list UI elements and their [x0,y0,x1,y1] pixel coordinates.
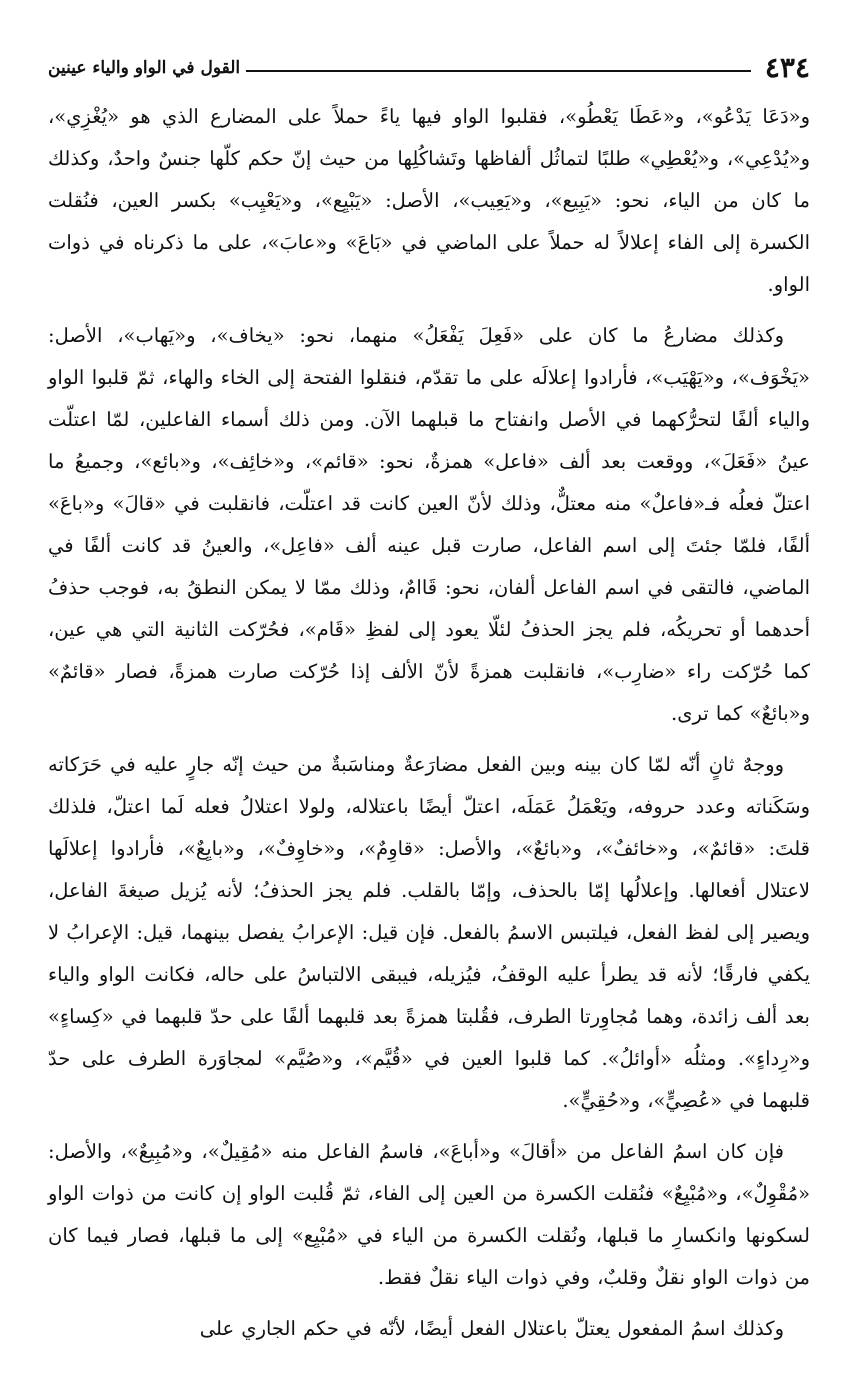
body-text [48,96,810,1350]
book-page [48,38,810,1359]
paragraph-4: فإن كان اسمُ الفاعل من «أقالَ» و«أباعَ»، فاسمُ الفاعل منه «مُقِيلٌ»، و«مُبِيعٌ»، والأصل: «مُقْوِلٌ»، و«مُبْيِعٌ» فنُقلت الكسرة من العين إلى الفاء، ثمّ قُلبت الواو إن كانت من ذوات الواو لسكونها وانكسارِ ما قبلها، ونُقلت الكسرة من الياء في «مُبْيِع» إلى ما قبلها، فصار فيما كان من ذوات الواو نقلٌ وقلبٌ، وفي ذوات الياء نقلٌ فقط. [48,1140,810,1289]
paragraph-5: وكذلك اسمُ المفعول يعتلّ باعتلال الفعل أيضًا، لأنّه في حكم الجاري على [199,1317,784,1340]
chapter-title: القول في الواو والياء عينين [48,58,241,78]
header-rule [246,70,751,72]
paragraph-2: وكذلك مضارعُ ما كان على «فَعِلَ يَفْعَلُ» منهما، نحو: «يخاف»، و«يَهاب»، الأصل: «يَخْوَف»، و«يَهْيَب»، فأرادوا إعلالَه على ما تقدّم، فنقلوا الفتحة إلى الخاء والهاء، ثمّ قلبوا الواو والياء ألفًا لتحرُّكهما في الأصل وانفتاح ما قبلهما الآن. ومن ذلك أسماء الفاعلين، لمّا اعتلّت عينُ «فَعَلَ»، ووقعت بعد ألف «فاعل» همزةٌ، نحو: «قائم»، و«خائِف»، و«بائع»، وجميعُ ما اعتلّ فعلُه فـ«فاعلٌ» منه معتلٌّ، وذلك لأنّ العين كانت قد اعتلّت، فانقلبت في «قالَ» و«باعَ» ألفًا، فلمّا جئتَ إلى اسم الفاعل، صارت قبل عينه ألف «فاعِل»، والعينُ قد كانت ألفًا في الماضي، فالتقى في اسم الفاعل ألفان، نحو: قَاامٌ، وذلك ممّا لا يمكن النطقُ به، فوجب حذفُ أحدهما أو تحريكُه، فلم يجز الحذفُ لئلّا يعود إلى لفظِ «قَام»، فحُرّكت الثانية التي هي عين، كما حُرّكت راء «ضارِب»، فانقلبت همزةً لأنّ الألف إذا حُرّكت صارت همزةً، فصار «قائمٌ» و«بائعٌ» كما ترى. [48,324,810,725]
page-number: ٤٣٤ [764,51,810,84]
paragraph-3: ووجهٌ ثانٍ أنّه لمّا كان بينه وبين الفعل مضارَعةٌ ومناسَبةٌ من حيث إنّه جارٍ عليه في حَرَكاته وسَكَناته وعدد حروفه، ويَعْمَلُ عَمَلَه، اعتلّ أيضًا باعتلاله، ولولا اعتلالُ فعله لَما اعتلّ، فلذلك قلتَ: «قائمٌ»، و«خائفٌ»، و«بائعٌ»، والأصل: «قاوِمٌ»، و«خاوِفٌ»، و«بايِعٌ»، فأرادوا إعلالَها لاعتلال أفعالها. وإعلالُها إمّا بالحذف، وإمّا بالقلب. فلم يجز الحذفُ؛ لأنه يُزيل صيغةَ الفاعل، ويصير إلى لفظ الفعل، فيلتبس الاسمُ بالفعل. فإن قيل: الإعرابُ يفصل بينهما، قيل: الإعرابُ لا يكفي فارقًا؛ لأنه قد يطرأ عليه الوقفُ، فيُزيله، فيبقى الالتباسُ على حاله، فكانت الواو والياء بعد ألف زائدة، وهما مُجاوِرتا الطرف، فقُلبتا همزةً بعد قلبهما ألفًا على حدّ قلبهما في «كِساءٍ» و«رِداءٍ». ومثلُه «أوائلُ». كما قلبوا العين في «قُيَّم»، و«صُيَّم» لمجاوَرة الطرف على حدّ قلبهما في «عُصِيٍّ»، و«حُقِيٍّ». [48,753,810,1112]
paragraph-1: و«دَعَا يَدْعُو»، و«عَطَا يَعْطُو»، فقلبوا الواو فيها ياءً حملاً على المضارع الذي هو «يُغْزِي»، و«يُدْعِي»، و«يُعْطِي» طلبًا لتماثُل ألفاظها وتَشاكُلِها من حيث إنّ حكم كلّها جنسٌ واحدٌ، وكذلك ما كان من الياء، نحو: «يَبِيع»، و«يَعِيب»، الأصل: «يَبْيِع»، و«يَعْيِب» بكسر العين، فنُقلت الكسرة إلى الفاء إعلالاً له حملاً على الماضي في «بَاعَ» و«عابَ»، على ما ذكرناه في ذوات الواو. [48,105,810,296]
running-header [48,38,810,82]
